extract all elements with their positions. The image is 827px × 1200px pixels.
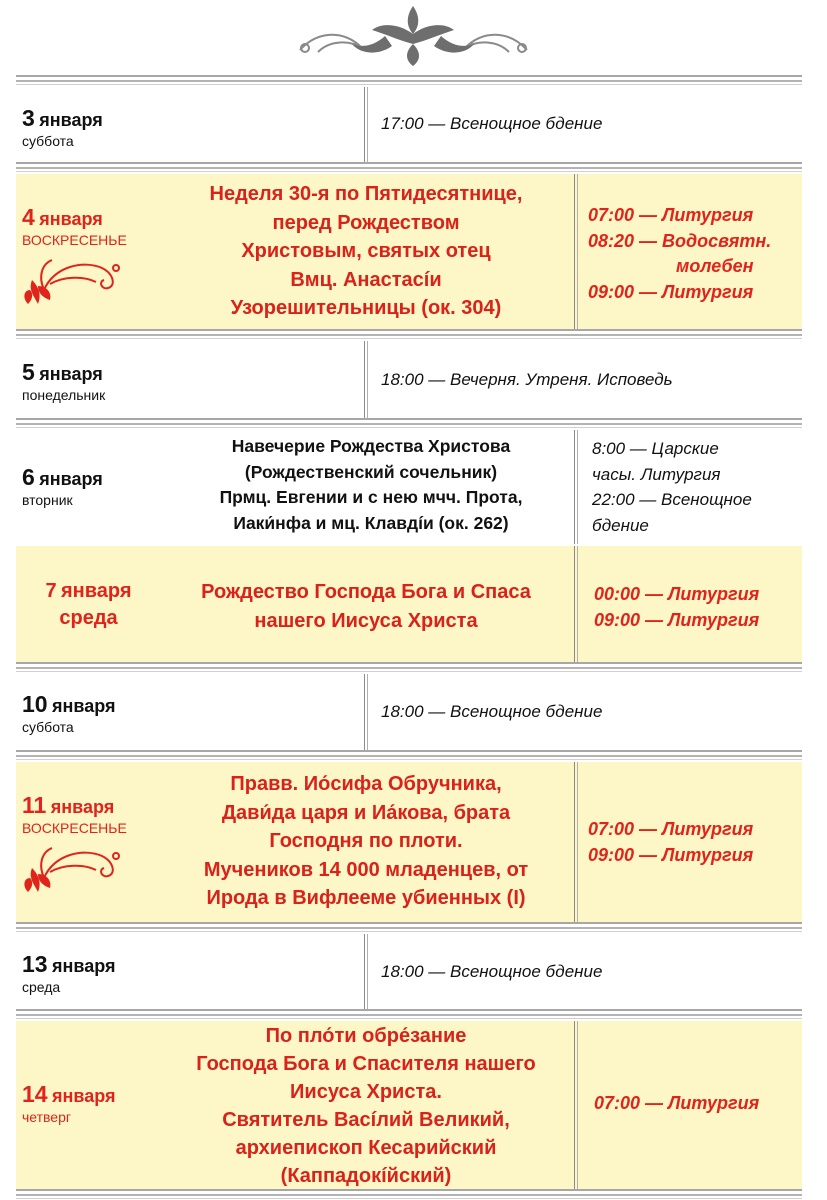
date-month: января	[50, 797, 115, 817]
schedule-row	[16, 762, 802, 922]
schedule-row	[16, 174, 802, 329]
weekday: среда	[22, 979, 61, 995]
date-number: 5	[22, 359, 35, 385]
schedule-row	[16, 1021, 802, 1189]
service-list: 07:00 — Литургия	[594, 1093, 760, 1113]
date-cell	[22, 105, 103, 149]
schedule-row	[16, 430, 802, 544]
date-number: 14	[22, 1081, 48, 1107]
weekday: суббота	[22, 719, 74, 735]
service-text: 17:00 — Всенощное бдение	[381, 114, 603, 133]
date-number: 7	[45, 580, 57, 602]
service-list: 07:00 — Литургия 08:20 — Водосвятн. молебен 09:00 — Литургия	[588, 205, 772, 302]
date-month: января	[39, 364, 103, 384]
date-number: 13	[22, 951, 48, 977]
date-month: января	[39, 110, 103, 130]
date-cell	[22, 359, 105, 403]
service-list: 8:00 — Царские часы. Литургия 22:00 — Всенощное бдение	[592, 439, 752, 535]
date-cell	[22, 1081, 116, 1125]
date-number: 10	[22, 691, 48, 717]
date-number: 4	[22, 204, 35, 230]
service-list: 07:00 — Литургия 09:00 — Литургия	[588, 819, 754, 865]
date-cell	[16, 580, 161, 630]
schedule-row	[16, 87, 802, 162]
service-text: 18:00 — Всенощное бдение	[381, 962, 603, 981]
weekday: суббота	[22, 133, 74, 149]
floral-flourish-icon	[24, 834, 124, 896]
date-cell	[22, 464, 103, 508]
date-number: 11	[22, 792, 47, 818]
date-month: января	[39, 469, 103, 489]
date-month: января	[52, 1086, 116, 1106]
feast-title: Навечерие Рождества Христова (Рождественский сочельник) Прмц. Евгении и с нею мчч. Прота, Иаки́нфа и мц. Клавдíи (ок. 262)	[219, 436, 523, 533]
weekday: ВОСКРЕСЕНЬЕ	[22, 820, 127, 836]
weekday: вторник	[22, 492, 73, 508]
feast-title: Правв. Ио́сифа Обручника, Дави́да царя и Иа́кова, брата Господня по плоти. Мучеников 14 000 младенцев, от Ирода в Вифлееме убиенных (I)	[203, 773, 529, 909]
weekday: ВОСКРЕСЕНЬЕ	[22, 232, 127, 248]
service-text: 18:00 — Всенощное бдение	[381, 702, 603, 721]
date-cell	[22, 792, 127, 836]
schedule-row	[16, 674, 802, 750]
date-month: января	[61, 580, 132, 602]
schedule-row	[16, 546, 802, 662]
date-number: 6	[22, 464, 35, 490]
feast-title: Неделя 30-я по Пятидесятнице, перед Рождеством Христовым, святых отец Вмц. Анастасíи Узорешительницы (ок. 304)	[209, 183, 523, 319]
feast-title: Рождество Господа Бога и Спаса нашего Иисуса Христа	[201, 581, 531, 632]
feast-title: По пло́ти обре́зание Господа Бога и Спасителя нашего Иисуса Христа. Святитель Васíлий Великий, архиепископ Кесарийский (Каппадокíйский)	[196, 1025, 536, 1187]
date-number: 3	[22, 105, 35, 131]
weekday: среда	[59, 607, 118, 629]
date-cell	[22, 691, 116, 735]
date-month: января	[52, 956, 116, 976]
floral-ornament-icon	[0, 0, 827, 72]
floral-flourish-icon	[24, 246, 124, 308]
schedule-row	[16, 934, 802, 1009]
schedule-row	[16, 341, 802, 418]
weekday: понедельник	[22, 387, 106, 403]
date-cell	[22, 951, 116, 995]
weekday: четверг	[22, 1109, 71, 1125]
service-text: 18:00 — Вечерня. Утреня. Исповедь	[381, 370, 673, 389]
date-cell	[22, 204, 127, 248]
date-month: января	[52, 696, 116, 716]
date-month: января	[39, 209, 103, 229]
service-list: 00:00 — Литургия 09:00 — Литургия	[594, 584, 760, 630]
